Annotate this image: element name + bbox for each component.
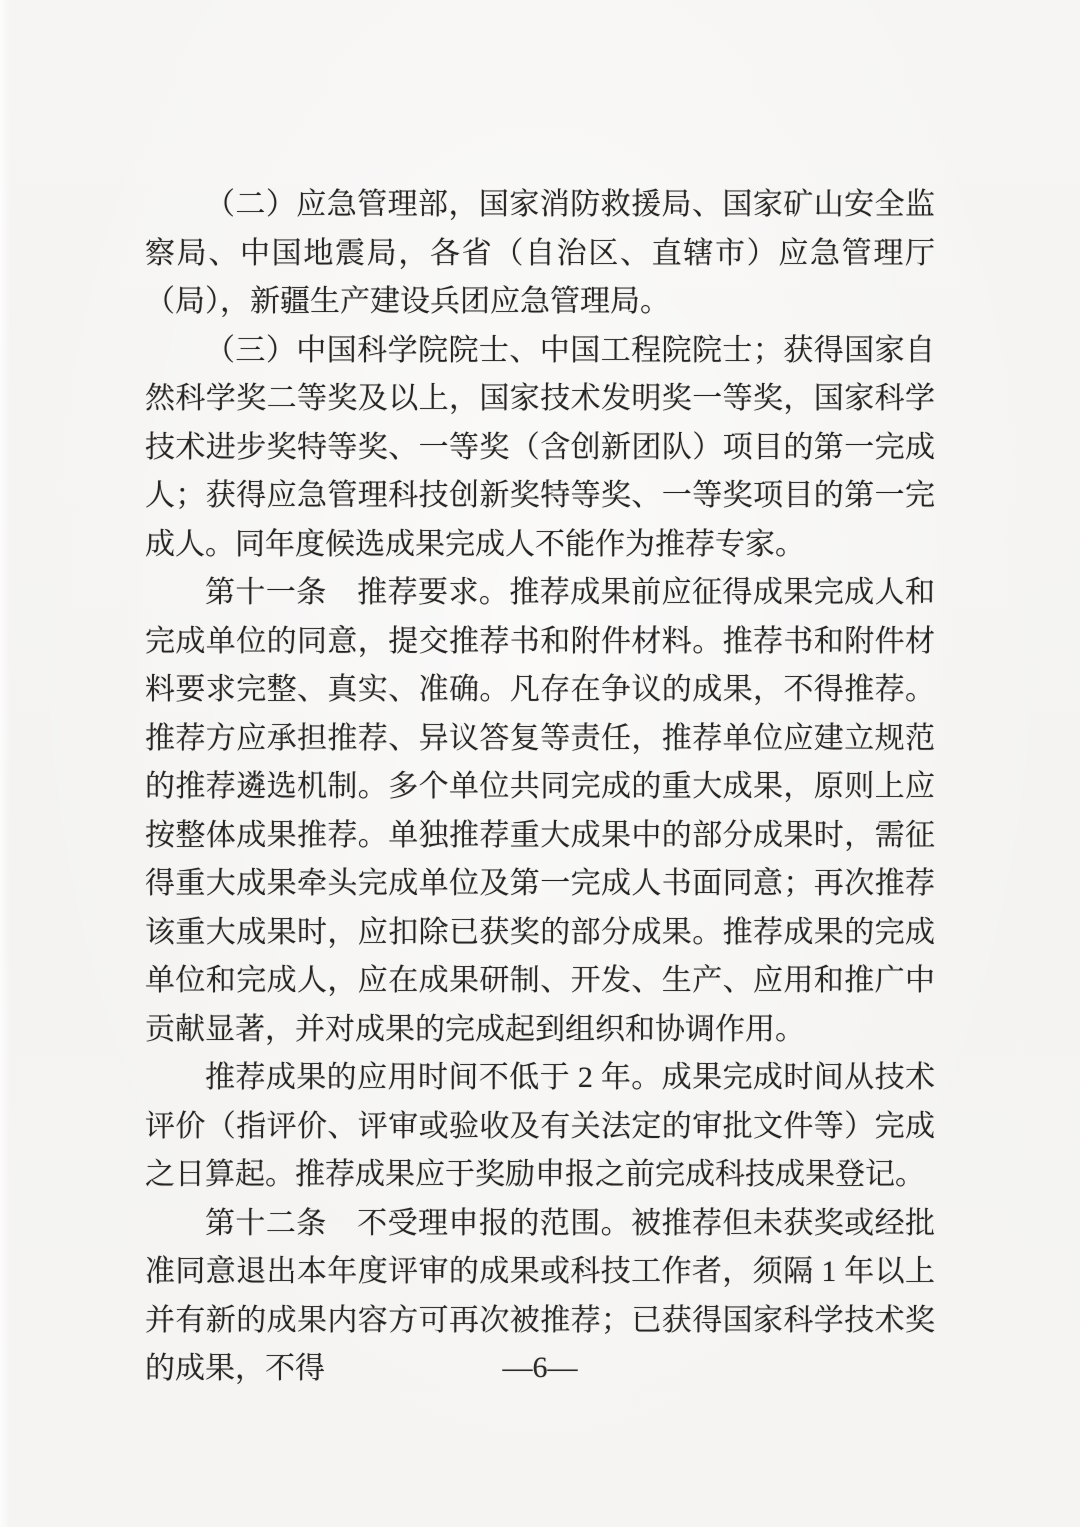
scan-edge-highlight bbox=[0, 0, 10, 1527]
page-number: —6— bbox=[502, 1351, 578, 1384]
paragraph-article-12: 第十二条 不受理申报的范围。被推荐但未获奖或经批准同意退出本年度评审的成果或科技工作者，须隔 1 年以上并有新的成果内容方可再次被推荐；已获得国家科学技术奖的成果，不得 bbox=[145, 1206, 935, 1385]
paragraph-clause-3: （三）中国科学院院士、中国工程院院士；获得国家自然科学奖二等奖及以上，国家技术发明奖一等奖，国家科学技术进步奖特等奖、一等奖（含创新团队）项目的第一完成人；获得应急管理科技创新奖特等奖、一等奖项目的第一完成人。同年度候选成果完成人不能作为推荐专家。 bbox=[145, 333, 935, 561]
paragraph-article-11: 第十一条 推荐要求。推荐成果前应征得成果完成人和完成单位的同意，提交推荐书和附件材料。推荐书和附件材料要求完整、真实、准确。凡存在争议的成果，不得推荐。推荐方应承担推荐、异议答复等责任，推荐单位应建立规范的推荐遴选机制。多个单位共同完成的重大成果，原则上应按整体成果推荐。单独推荐重大成果中的部分成果时，需征得重大成果牵头完成单位及第一完成人书面同意；再次推荐该重大成果时，应扣除已获奖的部分成果。推荐成果的完成单位和完成人，应在成果研制、开发、生产、应用和推广中贡献显著，并对成果的完成起到组织和协调作用。 bbox=[145, 576, 935, 1046]
paragraph-clause-2: （二）应急管理部，国家消防救援局、国家矿山安全监察局、中国地震局，各省（自治区、直辖市）应急管理厅（局），新疆生产建设兵团应急管理局。 bbox=[145, 188, 935, 318]
paragraph-application-period: 推荐成果的应用时间不低于 2 年。成果完成时间从技术评价（指评价、评审或验收及有关法定的审批文件等）完成之日算起。推荐成果应于奖励申报之前完成科技成果登记。 bbox=[145, 1061, 935, 1191]
document-body bbox=[145, 181, 935, 1394]
